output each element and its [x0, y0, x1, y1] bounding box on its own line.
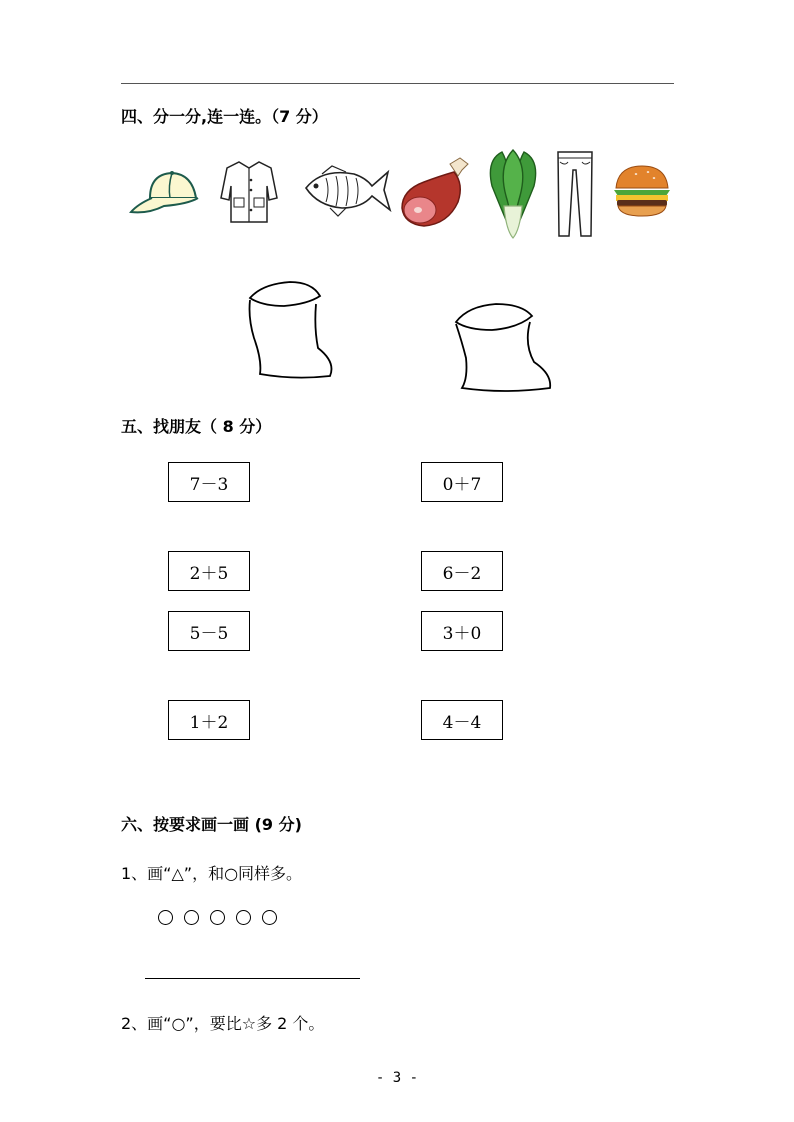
expr-left-4[interactable]: 1＋2	[168, 700, 250, 740]
expr-left-1[interactable]: 7－3	[168, 462, 250, 502]
section4-heading: 四、分一分,连一连。（7 分）	[121, 107, 328, 126]
bok-choy-icon[interactable]	[484, 146, 542, 242]
page-number: - 3 -	[375, 1070, 419, 1086]
expr-right-4[interactable]: 4－4	[421, 700, 503, 740]
circle-shape	[236, 910, 251, 925]
trousers-icon[interactable]	[555, 150, 595, 238]
header-rule	[121, 83, 674, 84]
section5-heading: 五、找朋友（ 8 分）	[121, 417, 272, 436]
question-1: 1、画“△”，和○同样多。	[121, 864, 303, 883]
expr-right-3[interactable]: 3＋0	[421, 611, 503, 651]
expr-right-1[interactable]: 0＋7	[421, 462, 503, 502]
circle-shape	[184, 910, 199, 925]
section6-heading: 六、按要求画一画 (9 分)	[121, 815, 302, 834]
expr-left-3[interactable]: 5－5	[168, 611, 250, 651]
expr-left-2[interactable]: 2＋5	[168, 551, 250, 591]
circle-row	[158, 910, 277, 925]
cap-icon[interactable]	[128, 168, 202, 218]
drawing-answer-line[interactable]	[145, 978, 360, 979]
circle-shape	[158, 910, 173, 925]
expr-right-2[interactable]: 6－2	[421, 551, 503, 591]
bag-right[interactable]	[452, 298, 554, 394]
circle-shape	[262, 910, 277, 925]
jacket-icon[interactable]	[219, 158, 279, 226]
ham-icon[interactable]	[398, 154, 472, 234]
bag-left[interactable]	[242, 278, 342, 382]
circle-shape	[210, 910, 225, 925]
question-2: 2、画“○”，要比☆多 2 个。	[121, 1014, 325, 1033]
burger-icon[interactable]	[610, 162, 674, 220]
fish-icon[interactable]	[302, 162, 392, 218]
